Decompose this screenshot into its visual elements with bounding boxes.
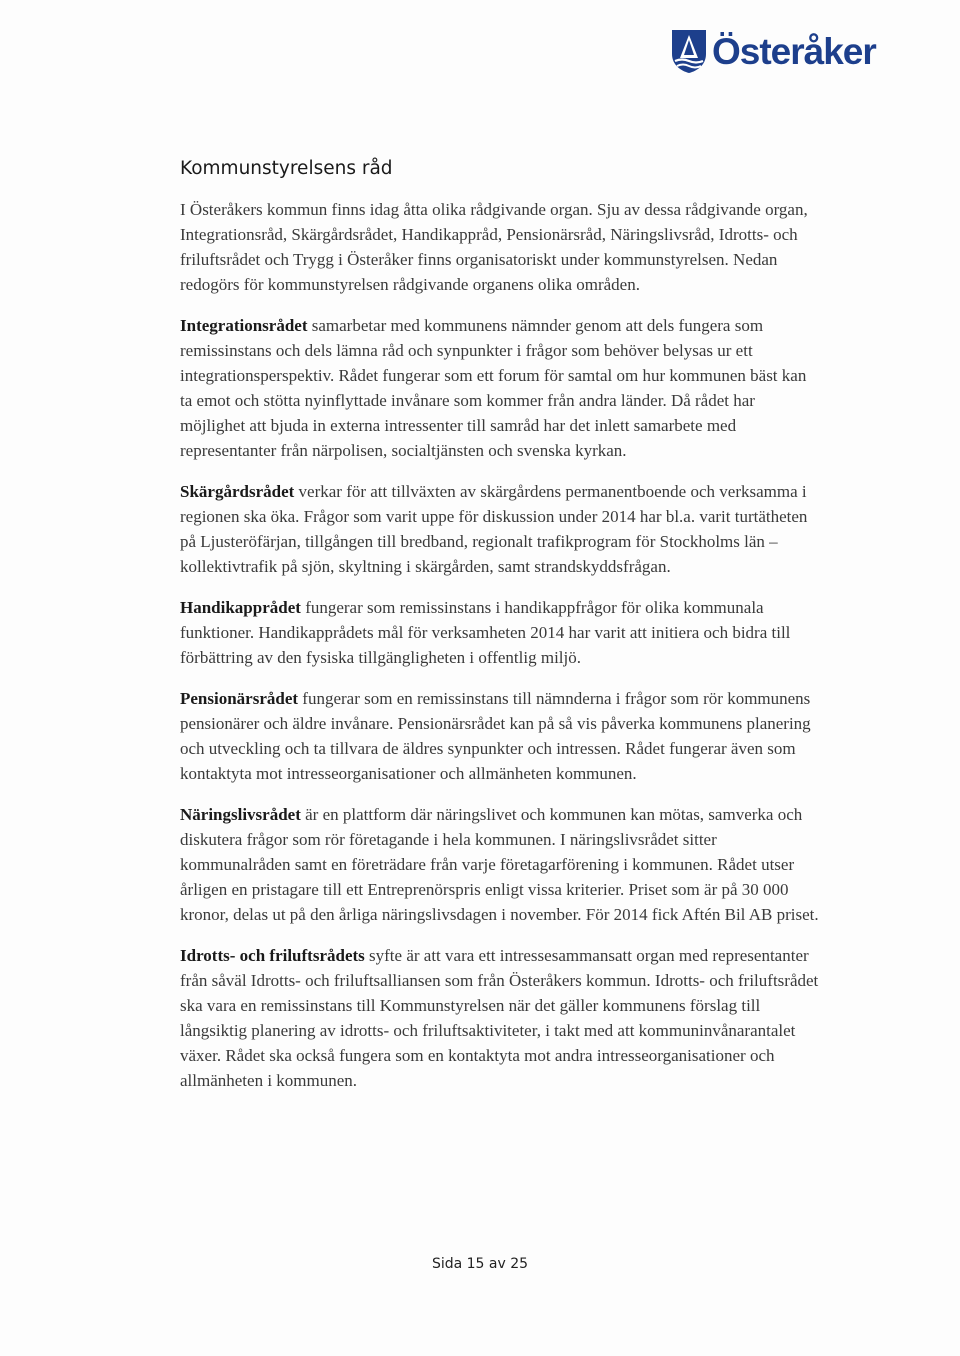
section-term: Handikapprådet	[180, 598, 301, 617]
section-term: Pensionärsrådet	[180, 689, 299, 708]
section-business	[180, 802, 820, 927]
section-integration	[180, 313, 820, 463]
section-term: Idrotts- och friluftsrådets	[180, 946, 365, 965]
document-body	[180, 197, 820, 1109]
section-text: fungerar som en remissinstans till nämnderna i frågor som rör kommunens pensionärer och äldre invånare. Pensionärsrådet kan på så vis påverka kommunens planering och utveckling och ta tillvara de äldres synpunkter och intressen. Rådet fungerar även som kontaktyta mot intresseorganisationer och allmänheten kommunen.	[180, 689, 811, 783]
section-text: syfte är att vara ett intressesammansatt organ med representanter från såväl Idrotts- och friluftsalliansen som från Österåkers kommun. Idrotts- och friluftsrådet ska vara en remissinstans till Kommunstyrelsen när det gäller kommunens förslag till långsiktig planering av idrotts- och friluftsaktiviteter, i takt med att kommuninvånarantalet växer. Rådet ska också fungera som en kontaktyta mot andra intresseorganisationer och allmänheten i kommunen.	[180, 946, 819, 1090]
section-disability	[180, 595, 820, 670]
page-title: Kommunstyrelsens råd	[180, 158, 393, 179]
osteraker-logo	[670, 28, 876, 74]
logo-wordmark: Österåker	[712, 30, 876, 72]
intro-paragraph: I Österåkers kommun finns idag åtta olika rådgivande organ. Sju av dessa rådgivande organ, Integrationsråd, Skärgårdsrådet, Handikappråd, Pensionärsråd, Näringslivsråd, Idrotts- och friluftsrådet och Trygg i Österåker finns organisatoriskt under kommunstyrelsen. Nedan redogörs för kommunstyrelsen rådgivande organens olika områden.	[180, 200, 808, 294]
section-term: Integrationsrådet	[180, 316, 308, 335]
municipal-shield-icon	[670, 28, 708, 74]
section-term: Skärgårdsrådet	[180, 482, 295, 501]
section-text: är en plattform där näringslivet och kommunen kan mötas, samverka och diskutera frågor som rör företagande i hela kommunen. I näringslivsrådet sitter kommunalråden samt en företrädare från varje företagarförening i kommunen. Rådet utser årligen en pristagare till ett Entreprenörspris enligt vissa kriterier. Priset som är på 30 000 kronor, delas ut på den årliga näringslivsdagen i november. För 2014 fick Aftén Bil AB priset.	[180, 805, 819, 924]
page-number: Sida 15 av 25	[431, 1256, 529, 1272]
section-term: Näringslivsrådet	[180, 805, 301, 824]
section-text: samarbetar med kommunens nämnder genom att dels fungera som remissinstans och dels lämna råd och synpunkter i frågor som behöver belysas ur ett integrationsperspektiv. Rådet fungerar som ett forum för samtal om hur kommunen bäst kan ta emot och stötta nyinflyttade invånare som kommer från andra länder. Då rådet har möjlighet att bjuda in externa intressenter till samråd har det inlett samarbete med representanter från närpolisen, socialtjänsten och svenska kyrkan.	[180, 316, 807, 460]
section-sports	[180, 943, 820, 1093]
section-pensioners	[180, 686, 820, 786]
section-archipelago	[180, 479, 820, 579]
section-text: verkar för att tillväxten av skärgårdens permanentboende och verksamma i regionen ska öka. Frågor som varit uppe för diskussion under 2014 har bl.a. varit turtätheten på Ljusteröfärjan, tillgången till bredband, regionalt trafikprogram för Stockholms län – kollektivtrafik på sjön, skyltning i skärgården, samt strandskyddsfrågan.	[180, 482, 808, 576]
section-text: fungerar som remissinstans i handikappfrågor för olika kommunala funktioner. Handikapprådets mål för verksamheten 2014 har varit att initiera och bidra till förbättring av den fysiska tillgängligheten i offentlig miljö.	[180, 598, 791, 667]
